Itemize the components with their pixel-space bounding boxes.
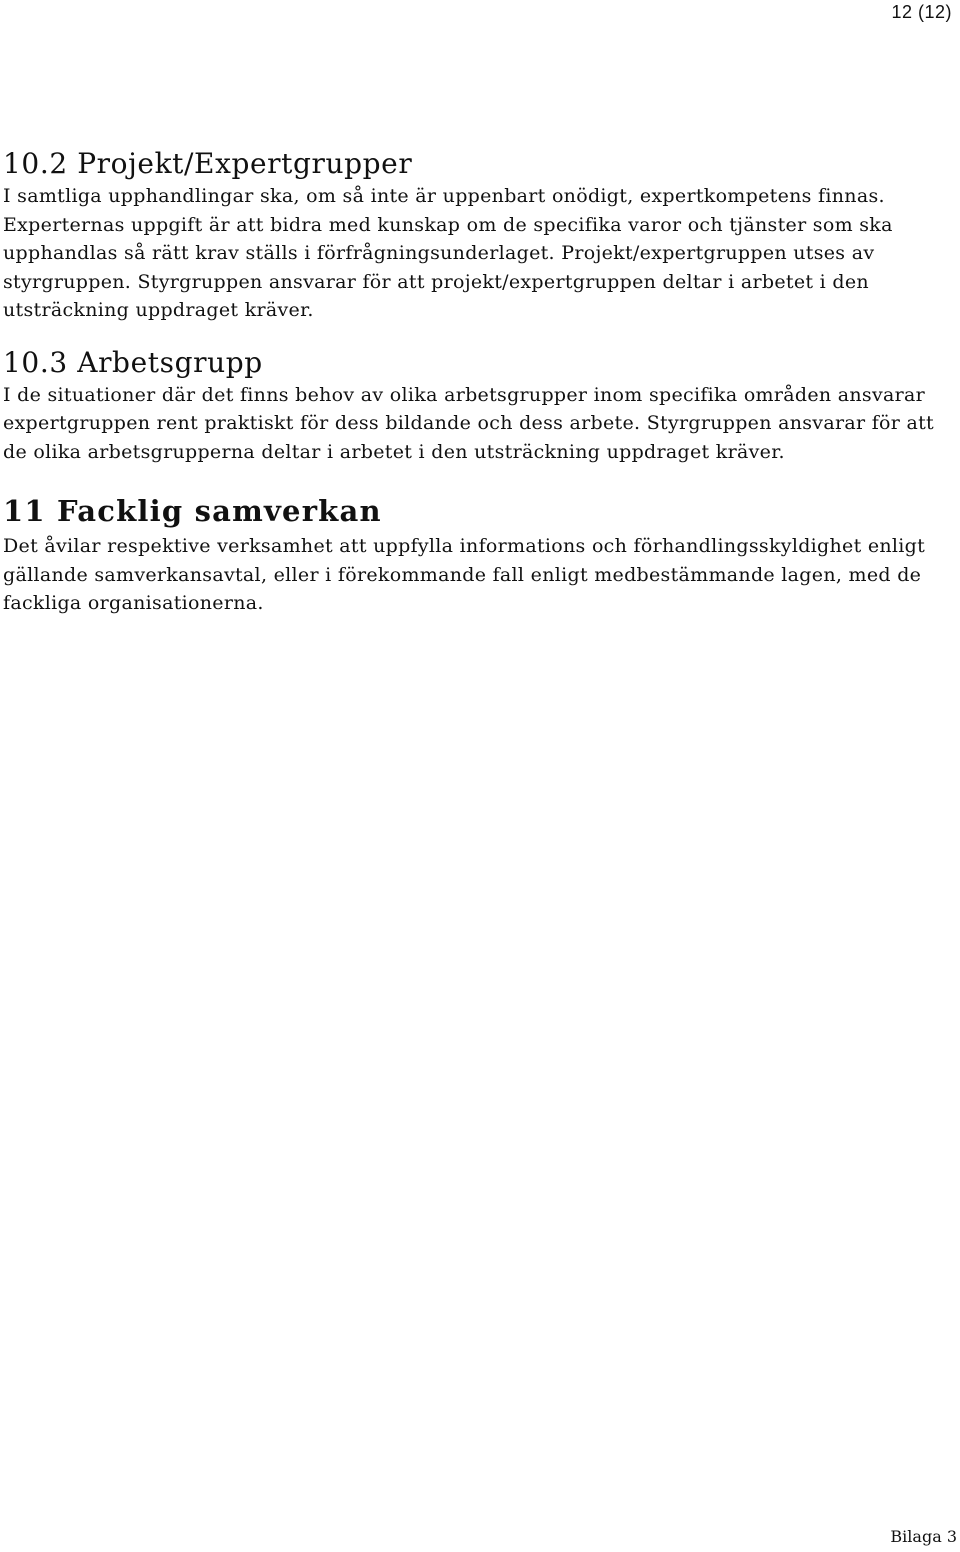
section-facklig-samverkan <box>3 492 948 618</box>
section-projekt-expertgrupper <box>3 146 948 325</box>
section-paragraph: Det åvilar respektive verksamhet att uppfylla informations och förhandlingsskyldighet enligt gällande samverkansavtal, eller i förekommande fall enligt medbestämmande lagen, med de fackliga organisationerna. <box>3 535 926 614</box>
appendix-label: Bilaga 3 <box>890 1527 957 1546</box>
section-heading: 10.3 Arbetsgrupp <box>3 345 263 379</box>
section-paragraph: I samtliga upphandlingar ska, om så inte är uppenbart onödigt, expertkompetens finnas. Experternas uppgift är att bidra med kunskap om de specifika varor och tjänster som ska upphandlas så rätt krav ställs i förfrågningsunderlaget. Projekt/expertgruppen utses av styrgruppen. Styrgruppen ansvarar för att projekt/expertgruppen deltar i arbetet i den utsträckning uppdraget kräver. <box>3 185 893 321</box>
page-number: 12 (12) <box>891 2 952 22</box>
section-arbetsgrupp <box>3 345 948 467</box>
section-paragraph: I de situationer där det finns behov av olika arbetsgrupper inom specifika områden ansvarar expertgruppen rent praktiskt för dess bildande och dess arbete. Styrgruppen ansvarar för att de olika arbetsgrupperna deltar i arbetet i den utsträckning uppdraget kräver. <box>3 383 934 463</box>
chapter-heading: 11 Facklig samverkan <box>3 494 382 528</box>
section-heading: 10.2 Projekt/Expertgrupper <box>3 147 413 180</box>
document-body <box>3 146 948 618</box>
